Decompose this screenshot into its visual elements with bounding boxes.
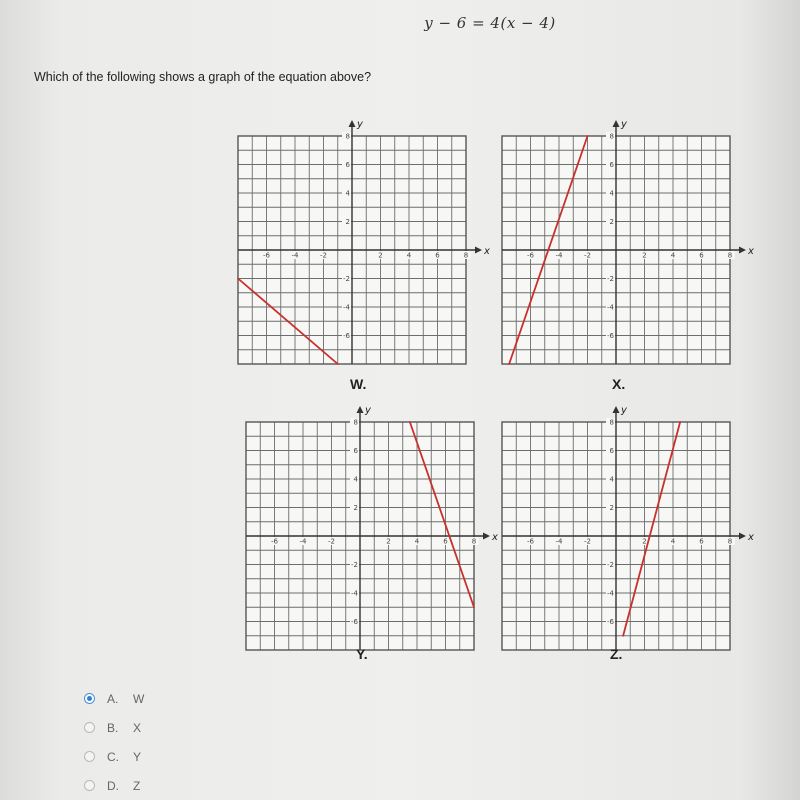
option-c-radio[interactable] (84, 751, 95, 762)
x-tick-label: 2 (386, 537, 391, 546)
option-text: Y (133, 749, 142, 764)
y-tick-label: -2 (351, 561, 358, 569)
equation-text: y − 6 = 4(x − 4) (424, 14, 556, 32)
x-axis-arrow (739, 533, 746, 540)
option-text: Z (133, 778, 141, 793)
option-c[interactable] (84, 742, 144, 771)
y-tick-label: 8 (609, 132, 614, 141)
graph-caption-x: X. (612, 376, 626, 392)
option-d[interactable] (84, 771, 144, 800)
y-tick-label: -6 (607, 618, 614, 626)
y-tick-label: -2 (343, 275, 350, 283)
x-tick-label: 4 (670, 537, 676, 546)
option-letter: A. (107, 691, 119, 706)
y-tick-label: -6 (607, 332, 614, 340)
y-axis-name: y (621, 405, 627, 416)
answer-options (84, 684, 144, 800)
option-a-radio[interactable] (84, 693, 95, 704)
y-tick-label: -4 (343, 303, 350, 312)
x-axis-arrow (483, 533, 490, 540)
x-axis-name: x (484, 246, 490, 257)
x-tick-label: 2 (642, 537, 647, 546)
graph-caption-z: Z. (610, 646, 623, 662)
y-tick-label: -2 (607, 561, 614, 569)
x-tick-label: -2 (320, 251, 327, 260)
y-axis-name: y (365, 405, 371, 416)
y-tick-label: 6 (609, 161, 614, 169)
y-tick-label: 4 (353, 475, 358, 484)
x-tick-label: -6 (527, 251, 534, 260)
y-tick-label: 6 (353, 447, 358, 455)
x-tick-label: -6 (271, 537, 278, 546)
x-tick-label: 6 (443, 537, 448, 546)
y-axis-arrow (357, 406, 364, 413)
x-tick-label: 8 (727, 537, 733, 546)
y-tick-label: 2 (609, 504, 614, 512)
x-axis-arrow (739, 247, 746, 254)
x-tick-label: 4 (406, 251, 412, 260)
x-tick-label: 4 (414, 537, 420, 546)
x-tick-label: 2 (378, 251, 383, 260)
question-prompt: Which of the following shows a graph of the equation above? (34, 70, 372, 84)
y-tick-label: 8 (609, 418, 614, 427)
x-tick-label: -4 (555, 537, 563, 546)
y-tick-label: 2 (353, 504, 358, 512)
x-tick-label: -2 (584, 537, 591, 546)
graph-y (240, 404, 498, 664)
x-tick-label: -6 (263, 251, 270, 260)
x-tick-label: -4 (291, 251, 299, 260)
x-tick-label: 6 (699, 251, 704, 260)
y-tick-label: -4 (351, 589, 358, 598)
x-tick-label: -2 (328, 537, 335, 546)
y-axis-name: y (357, 119, 363, 130)
option-b-radio[interactable] (84, 722, 95, 733)
y-tick-label: 4 (345, 189, 350, 198)
option-b[interactable] (84, 713, 144, 742)
x-tick-label: 2 (642, 251, 647, 260)
x-axis-name: x (748, 532, 754, 543)
y-tick-label: 2 (609, 218, 614, 226)
y-tick-label: 4 (609, 189, 614, 198)
x-tick-label: 6 (699, 537, 704, 546)
x-tick-label: -4 (299, 537, 307, 546)
y-axis-arrow (613, 406, 620, 413)
graph-w (232, 118, 490, 378)
y-tick-label: -4 (607, 589, 614, 598)
x-tick-label: 4 (670, 251, 676, 260)
x-tick-label: 8 (471, 537, 477, 546)
y-axis-arrow (613, 120, 620, 127)
y-tick-label: -2 (607, 275, 614, 283)
y-tick-label: 6 (345, 161, 350, 169)
x-tick-label: 6 (435, 251, 440, 260)
graph-caption-y: Y. (356, 646, 368, 662)
option-text: W (133, 691, 145, 706)
graph-caption-w: W. (350, 376, 367, 392)
coordinate-grid-x (496, 118, 754, 378)
coordinate-grid-w (232, 118, 490, 378)
option-letter: B. (107, 720, 119, 735)
y-tick-label: 8 (345, 132, 350, 141)
graph-z (496, 404, 754, 664)
y-tick-label: 4 (609, 475, 614, 484)
graph-x (496, 118, 754, 378)
option-letter: D. (107, 778, 119, 793)
x-tick-label: -2 (584, 251, 591, 260)
x-tick-label: 8 (727, 251, 733, 260)
x-tick-label: -4 (555, 251, 563, 260)
y-tick-label: -6 (351, 618, 358, 626)
option-d-radio[interactable] (84, 780, 95, 791)
y-tick-label: -6 (343, 332, 350, 340)
y-axis-name: y (621, 119, 627, 130)
y-tick-label: -4 (607, 303, 614, 312)
option-a[interactable] (84, 684, 144, 713)
y-tick-label: 6 (609, 447, 614, 455)
x-axis-arrow (475, 247, 482, 254)
x-tick-label: -6 (527, 537, 534, 546)
option-text: X (133, 720, 142, 735)
coordinate-grid-z (496, 404, 754, 664)
y-axis-arrow (349, 120, 356, 127)
y-tick-label: 8 (353, 418, 358, 427)
option-letter: C. (107, 749, 119, 764)
x-tick-label: 8 (463, 251, 469, 260)
x-axis-name: x (492, 532, 498, 543)
y-tick-label: 2 (345, 218, 350, 226)
coordinate-grid-y (240, 404, 498, 664)
x-axis-name: x (748, 246, 754, 257)
